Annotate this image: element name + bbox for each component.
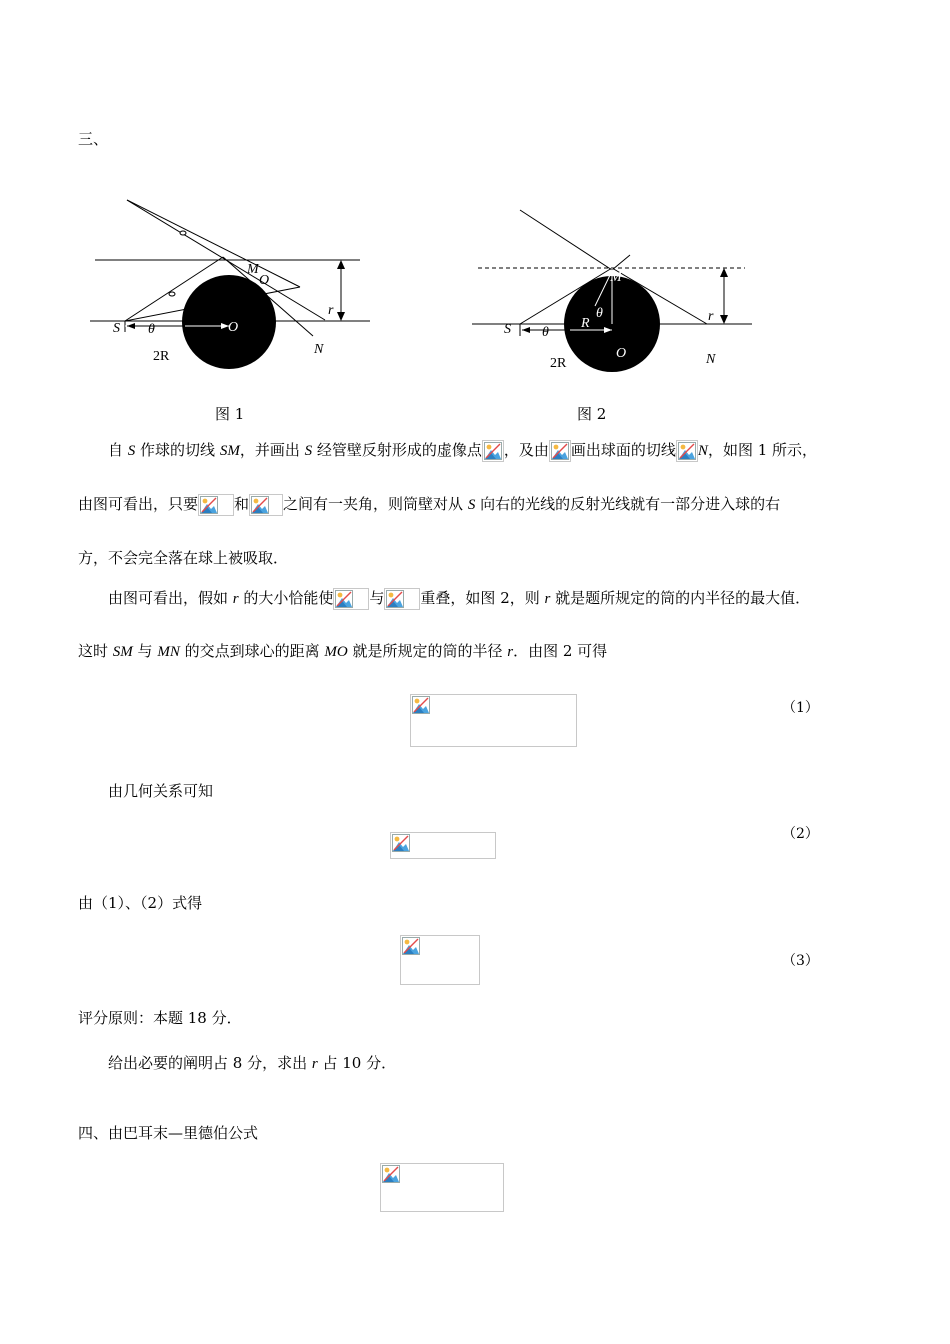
incoming-ray — [520, 210, 612, 270]
equation-1-image — [410, 694, 577, 747]
paragraph-5: 这时 SM 与 MN 的交点到球心的距离 MO 就是所规定的筒的半径 r．由图 2 可得 — [78, 642, 608, 660]
label-r-big: R — [581, 316, 590, 331]
broken-image-icon — [482, 440, 504, 462]
broken-image-icon — [384, 588, 420, 610]
label-r: r — [708, 309, 714, 324]
grading-detail: 给出必要的阐明占 8 分，求出 r 占 10 分． — [108, 1054, 397, 1072]
label-n: N — [706, 352, 716, 367]
figure-1-caption: 图 1 — [215, 405, 245, 423]
figure-1 — [85, 190, 385, 370]
equation-4-image — [380, 1163, 504, 1212]
label-theta: θ — [542, 325, 549, 340]
label-m: M — [610, 270, 622, 285]
equation-2-number: （2） — [782, 826, 819, 842]
label-n: N — [314, 342, 324, 357]
label-2r: 2R — [153, 349, 170, 364]
equation-3-image — [400, 935, 480, 985]
broken-image-icon — [333, 588, 369, 610]
label-o: O — [616, 346, 627, 361]
grading-text: 评分原则：本题 18 分． — [78, 1009, 242, 1027]
label-2r: 2R — [550, 356, 567, 371]
section-four-heading: 四、由巴耳末—里德伯公式 — [78, 1124, 259, 1142]
label-o: O — [228, 320, 239, 335]
label-theta: θ — [148, 322, 155, 337]
label-m: M — [247, 262, 259, 277]
broken-image-icon — [549, 440, 571, 462]
equation-3-number: （3） — [782, 953, 819, 969]
figure-2 — [470, 205, 760, 375]
paragraph-3: 方，不会完全落在球上被吸取． — [78, 549, 289, 567]
section-three-heading: 三、 — [78, 130, 109, 148]
label-o-small: O — [259, 273, 270, 288]
label-s: S — [113, 321, 120, 336]
figure-2-caption: 图 2 — [577, 405, 607, 423]
equation-1-number: （1） — [782, 700, 819, 716]
paragraph-4: 由图可看出，假如 r 的大小恰能使 与 重叠，如图 2，则 r 就是题所规定的筒的内半径的最大值． — [108, 588, 810, 610]
label-s: S — [504, 322, 511, 337]
equation-2-image — [390, 832, 496, 859]
geometry-text: 由几何关系可知 — [108, 782, 214, 800]
paragraph-2: 由图可看出，只要 和 之间有一夹角，则筒壁对从 S 向右的光线的反射光线就有一部分进入球的右 — [78, 494, 780, 516]
paragraph-1: 自 S 作球的切线 SM，并画出 S 经管壁反射形成的虚像点 ，及由 画出球面的切线 N，如图 1 所示， — [108, 440, 817, 462]
ray-upper — [127, 200, 300, 287]
label-theta-top: θ — [596, 306, 603, 321]
from-equations-text: 由（1）、（2）式得 — [78, 894, 203, 912]
label-r: r — [328, 303, 334, 318]
broken-image-icon — [676, 440, 698, 462]
broken-image-icon — [249, 494, 283, 516]
broken-image-icon — [198, 494, 234, 516]
